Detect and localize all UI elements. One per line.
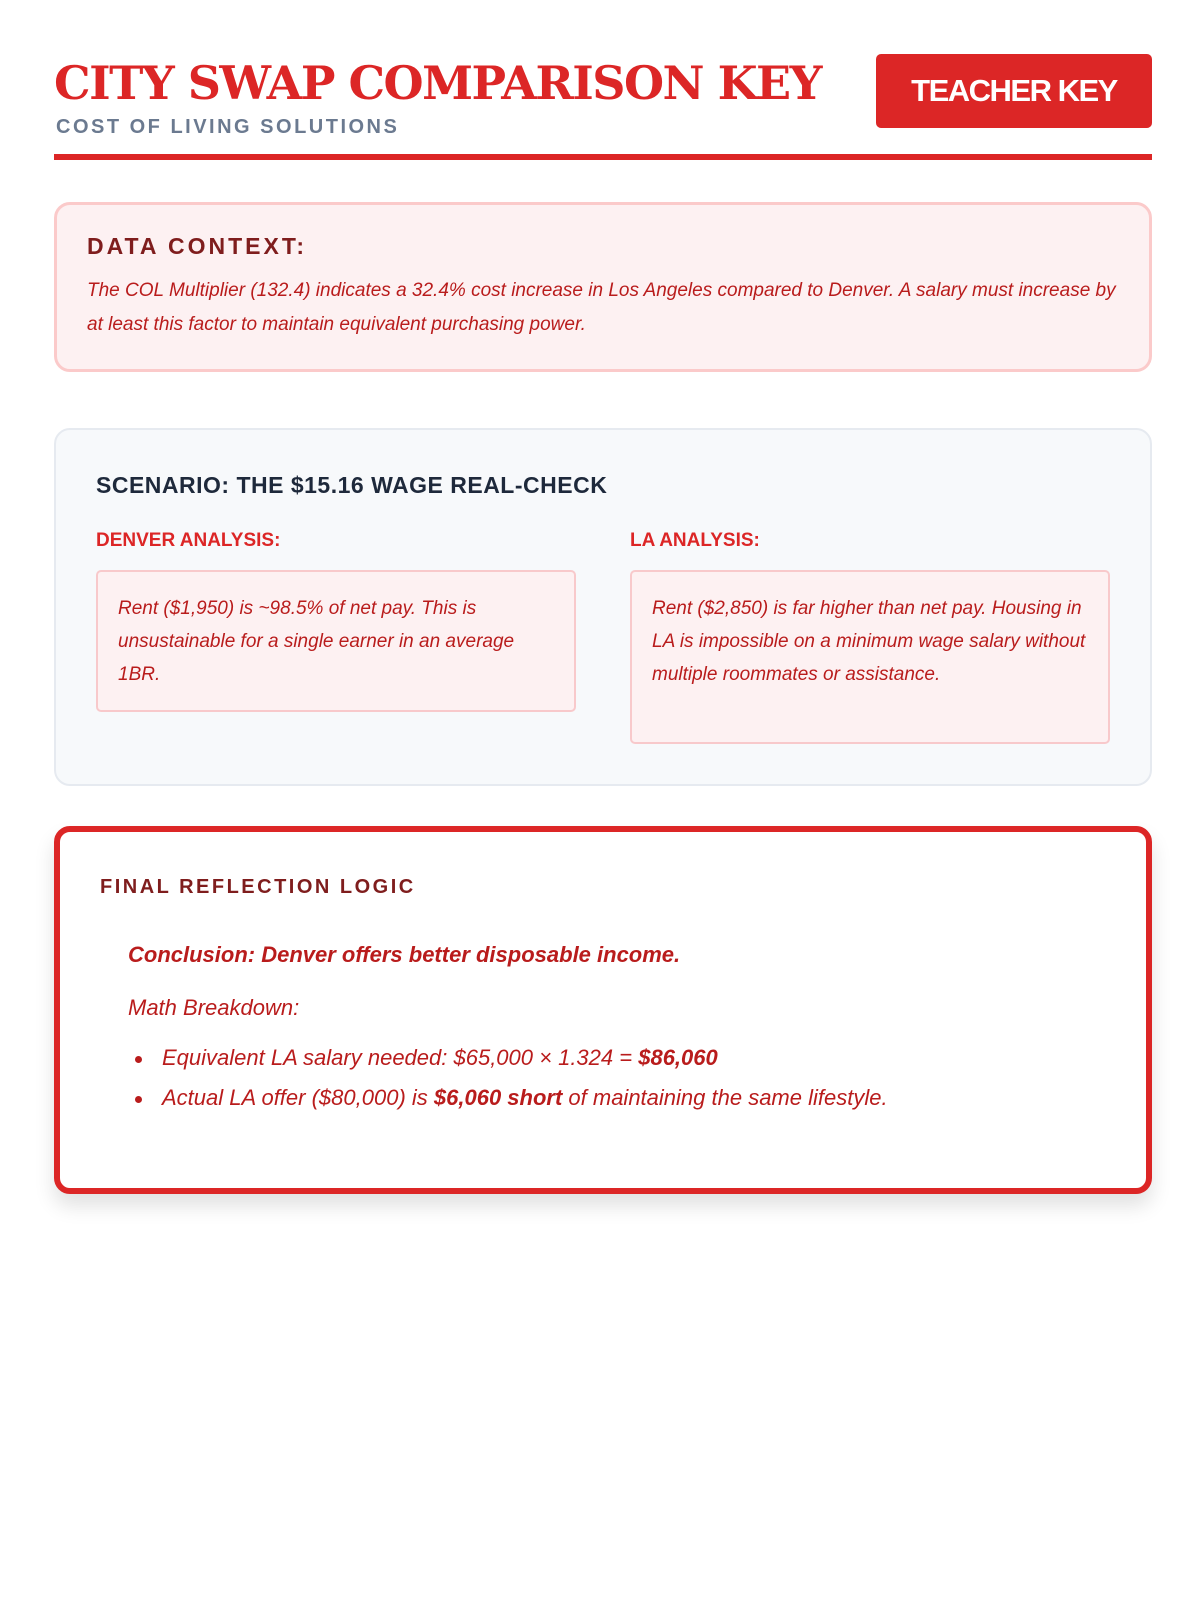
data-context-text: The COL Multiplier (132.4) indicates a 32.4% cost increase in Los Angeles compared to Denver. A salary must increase by at least this factor to maintain equivalent purchasing power. bbox=[87, 280, 1116, 335]
page-title: CITY SWAP COMPARISON KEY bbox=[54, 56, 821, 110]
scenario-section bbox=[54, 428, 1152, 786]
denver-analysis-box: Rent ($1,950) is ~98.5% of net pay. This is unsustainable for a single earner in an average 1BR. bbox=[96, 570, 576, 712]
data-context-label: DATA CONTEXT: bbox=[87, 233, 308, 259]
la-analysis-label: LA ANALYSIS: bbox=[630, 530, 760, 551]
bullet-value: $86,060 bbox=[638, 1045, 718, 1070]
data-context-box bbox=[54, 202, 1152, 372]
bullet-value: $6,060 short bbox=[433, 1085, 563, 1110]
la-analysis-box: Rent ($2,850) is far higher than net pay. Housing in LA is impossible on a minimum wage salary without multiple roommates or assistance. bbox=[630, 570, 1110, 744]
denver-analysis-label: DENVER ANALYSIS: bbox=[96, 530, 281, 551]
bullet-text: Actual LA offer ($80,000) is bbox=[162, 1085, 434, 1110]
bullet-text: Equivalent LA salary needed: $65,000 × 1.324 = bbox=[162, 1045, 639, 1070]
conclusion-text: Conclusion: Denver offers better disposable income. bbox=[128, 942, 681, 967]
page-header bbox=[54, 52, 1152, 160]
list-item bbox=[128, 1038, 888, 1078]
list-item bbox=[128, 1078, 888, 1118]
scenario-title: SCENARIO: THE $15.16 WAGE REAL-CHECK bbox=[96, 472, 608, 498]
final-reflection-label: FINAL REFLECTION LOGIC bbox=[100, 876, 416, 898]
math-breakdown-list bbox=[128, 1038, 888, 1118]
bullet-text: of maintaining the same lifestyle. bbox=[562, 1085, 888, 1110]
final-reflection-box bbox=[54, 826, 1152, 1194]
math-breakdown-label: Math Breakdown: bbox=[128, 995, 300, 1020]
page-subtitle: COST OF LIVING SOLUTIONS bbox=[56, 116, 400, 138]
teacher-key-badge: TEACHER KEY bbox=[876, 54, 1152, 128]
